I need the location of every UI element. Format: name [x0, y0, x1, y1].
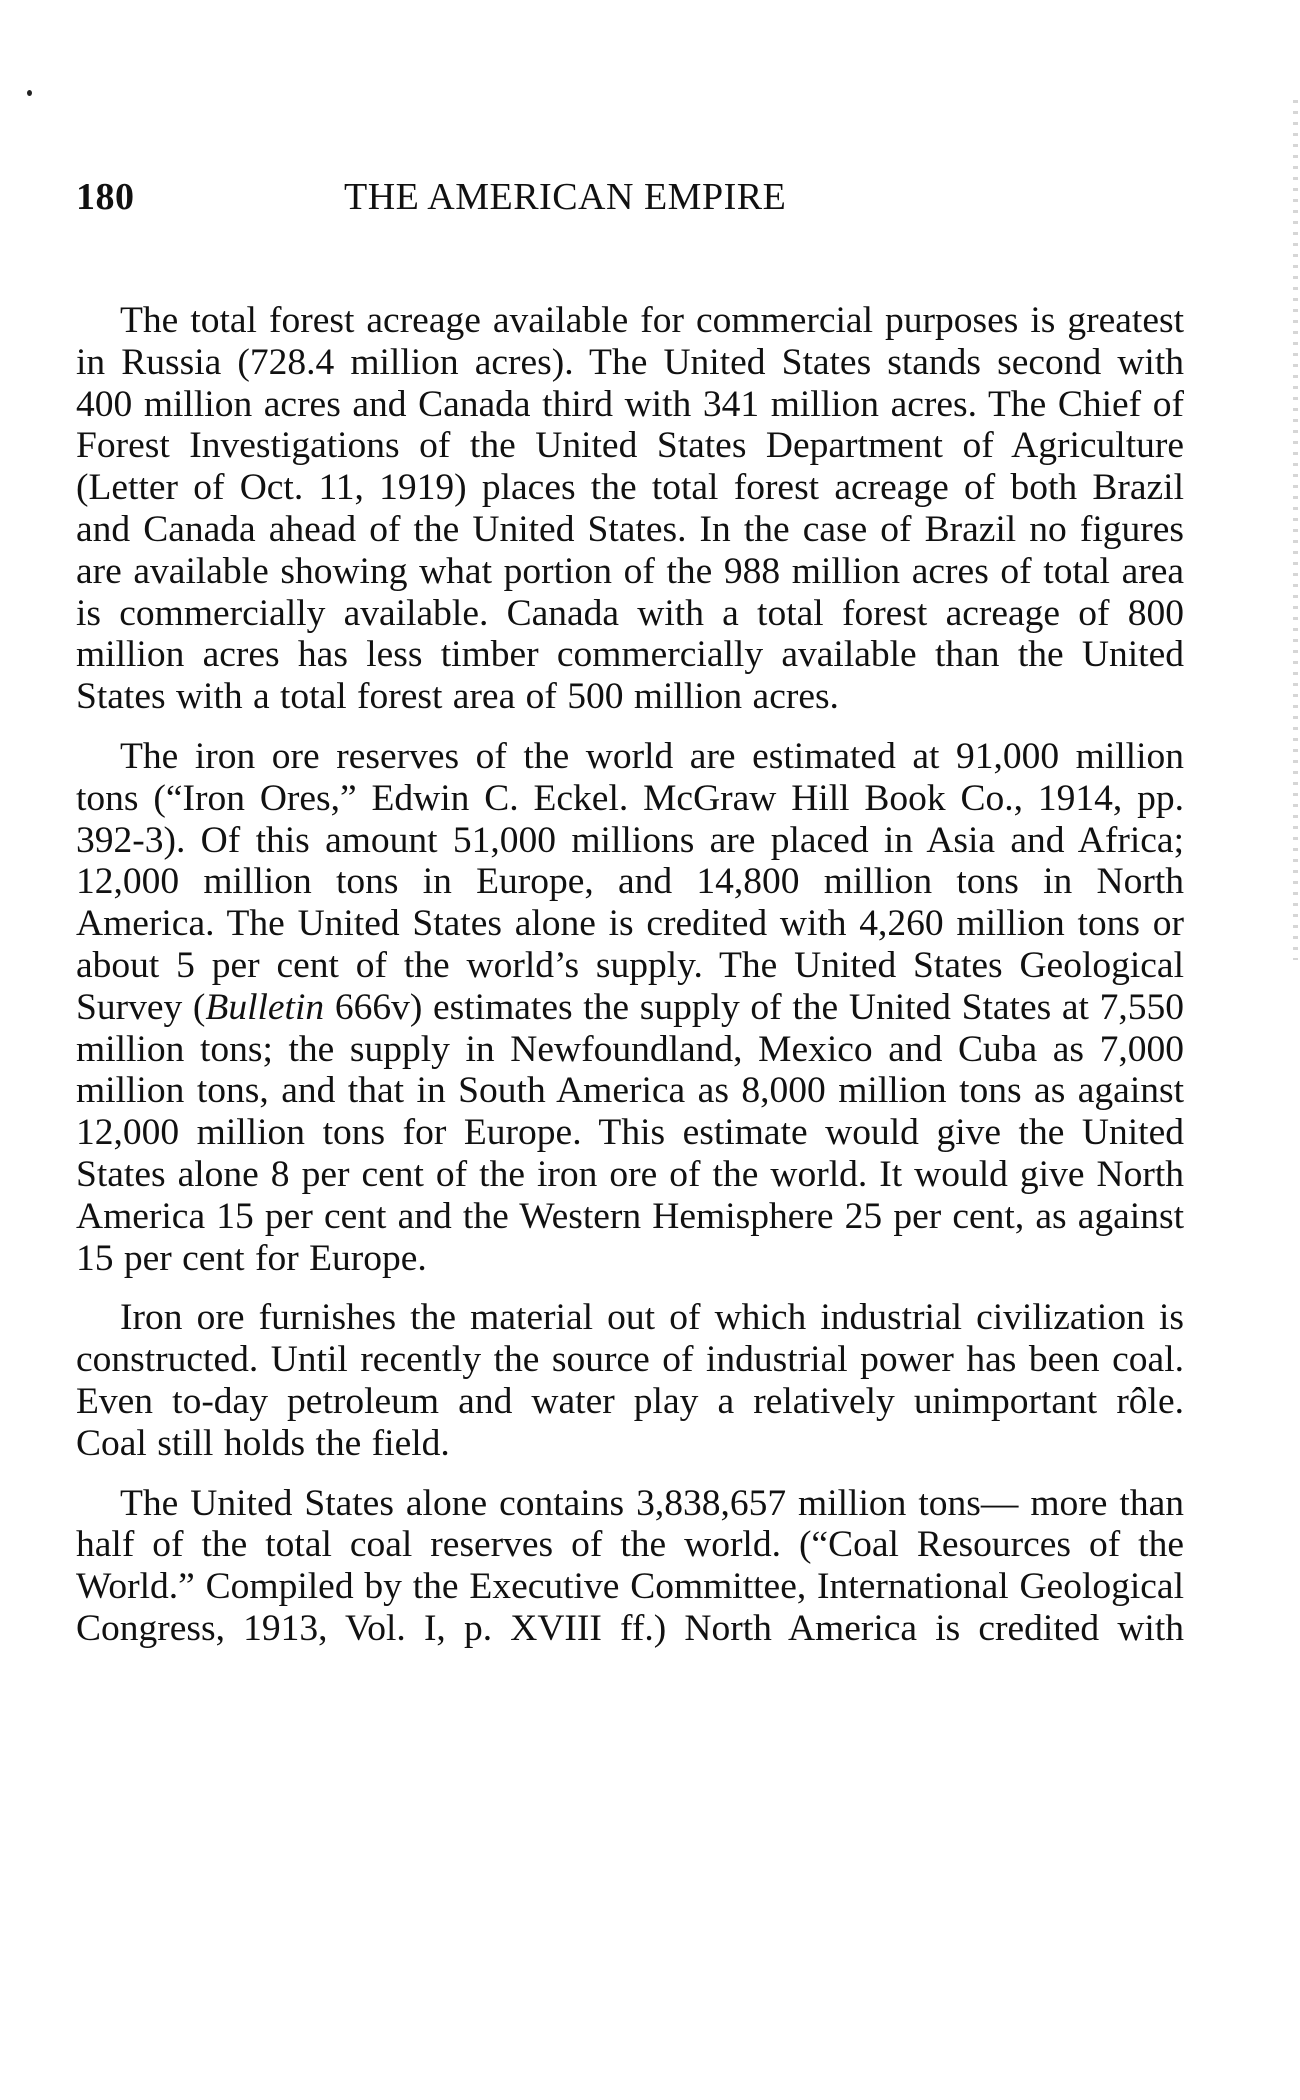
running-title: THE AMERICAN EMPIRE [344, 176, 787, 218]
paragraph-text: The United States alone contains 3,838,657 million tons— more than half of the total coal reserves of the world. (“Coal Resources of the World.” Compiled by the Executive Committee, International Geological Congress, 1913, Vol. I, p. XVIII ff.) North America is credited with [76, 1482, 1184, 1649]
paragraph-text: The iron ore reserves of the world are estimated at 91,000 million tons (“Iron Ores,” Edwin C. Eckel. McGraw Hill Book Co., 1914, pp. 392-3). Of this amount 51,000 millions are placed in Asia and Africa; 12,000 million tons in Europe, and 14,800 million tons in North America. The United States alone is credited with 4,260 million tons or about 5 per cent of the world’s supply. The United States Geological Survey ( [76, 735, 1184, 1028]
paragraph-forest-acreage [76, 300, 1184, 718]
paragraph-coal-reserves [76, 1483, 1184, 1650]
paragraph-text: The total forest acreage available for commercial purposes is greatest in Russia (728.4 million acres). The United States stands second with 400 million acres and Canada third with 341 million acres. The Chief of Forest Investigations of the United States Department of Agriculture (Letter of Oct. 11, 1919) places the total forest acreage of both Brazil and Canada ahead of the United States. In the case of Brazil no figures are available showing what portion of the 988 million acres of total area is commercially available. Canada with a total forest acreage of 800 million acres has less timber commercially available than the United States with a total forest area of 500 million acres. [76, 300, 1184, 718]
stray-ink-dot [27, 90, 32, 96]
page-number: 180 [76, 176, 135, 218]
bulletin-title: Bulletin [205, 986, 325, 1028]
paragraph-text: 666v) estimates the supply of the United States at 7,550 million tons; the supply in Newfoundland, Mexico and Cuba as 7,000 million tons, and that in South America as 8,000 million tons as against 12,000 million tons for Europe. This estimate would give the United States alone 8 per cent of the iron ore of the world. It would give North America 15 per cent and the Western Hemisphere 25 per cent, as against 15 per cent for Europe. [76, 986, 1184, 1279]
paragraph-text: Iron ore furnishes the material out of which industrial civilization is constructed. Until recently the source of industrial power has been coal. Even to-day petroleum and water play a relatively unimportant rôle. Coal still holds the field. [76, 1297, 1184, 1464]
paragraph-iron-ore-reserves [76, 736, 1184, 1279]
page-edge-shadow [1293, 100, 1298, 960]
running-header [76, 172, 1196, 222]
paragraph-iron-ore-civilization [76, 1297, 1184, 1464]
body-text [76, 300, 1184, 1668]
